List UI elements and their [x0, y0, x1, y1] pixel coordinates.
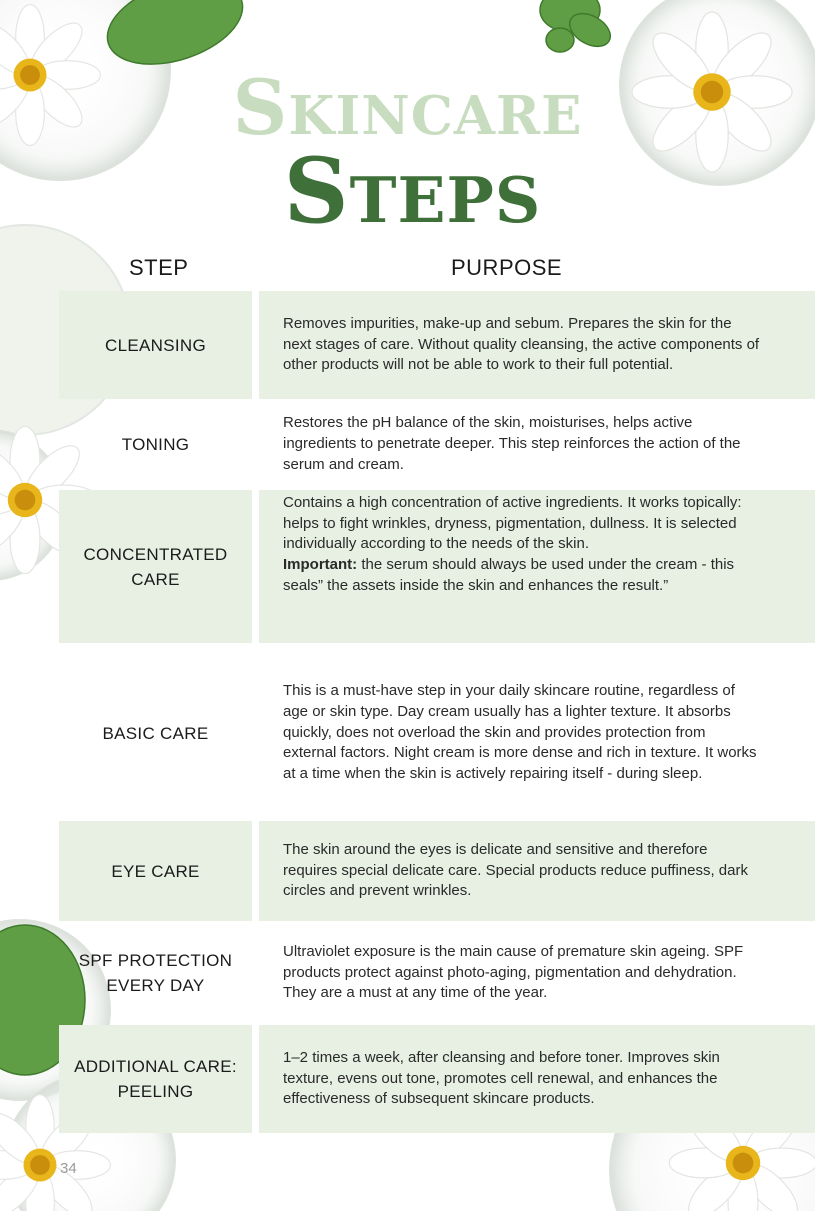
purpose-cell — [259, 662, 815, 804]
table-row — [59, 490, 815, 643]
purpose-cell — [259, 821, 815, 921]
purpose-cell — [259, 923, 815, 1023]
header-step: STEP — [129, 255, 189, 280]
purpose-cell — [259, 1025, 815, 1133]
purpose-text: The skin around the eyes is delicate and sensitive and therefore requires special delicate care. Special products reduce puffiness, dark circles and prevent wrinkles. — [283, 840, 748, 900]
purpose-text-block — [283, 493, 761, 597]
page-number: 34 — [60, 1160, 77, 1177]
step-label: CONCENTRATED CARE — [59, 490, 252, 643]
step-label: CLEANSING — [59, 291, 252, 399]
purpose-cell — [259, 291, 815, 399]
table-row — [59, 923, 815, 1023]
purpose-text: This is a must-have step in your daily skincare routine, regardless of age or skin type. Day cream usually has a lighter texture. It absorbs quickly, does not overload the skin and provides protection from external factors. Night cream is more dense and rich in texture. It works at a time when the skin is actively repairing itself - during sleep. — [283, 682, 757, 783]
title-line-2: Steps — [283, 138, 542, 244]
table-row — [59, 401, 815, 488]
step-label: ADDITIONAL CARE: PEELING — [59, 1025, 252, 1133]
purpose-text: Ultraviolet exposure is the main cause of premature skin ageing. SPF products protect against photo-aging, pigmentation and dehydration. They are a must at any time of the year. — [283, 942, 744, 1002]
purpose-text: Contains a high concentration of active ingredients. It works topically: helps to fight wrinkles, dryness, pigmentation, dullness. It is selected individually according to the needs of the skin. — [283, 494, 742, 553]
table-row — [59, 821, 815, 921]
step-label: BASIC CARE — [102, 723, 209, 743]
table-row — [59, 291, 815, 399]
purpose-text: Restores the pH balance of the skin, moisturises, helps active ingredients to penetrate deeper. This step reinforces the action of the serum and cream. — [283, 414, 741, 473]
purpose-cell — [259, 401, 815, 488]
note-text: the serum should always be used under the cream - this seals” the assets inside the skin and enhances the result.” — [283, 556, 735, 594]
purpose-text: Removes impurities, make-up and sebum. Prepares the skin for the next stages of care. Without quality cleansing, the active components of other products will not be able to work to their full potential. — [283, 314, 760, 374]
step-label: SPF PROTECTION EVERY DAY — [78, 951, 233, 995]
table-row — [59, 1025, 815, 1133]
purpose-note — [283, 555, 761, 596]
step-label: TONING — [121, 435, 190, 454]
purpose-text: 1–2 times a week, after cleansing and before toner. Improves skin texture, evens out tone, promotes cell renewal, and enhances the effectiveness of subsequent skincare products. — [283, 1048, 720, 1108]
note-label: Important: — [283, 556, 358, 574]
header-purpose: PURPOSE — [451, 255, 563, 280]
step-label: EYE CARE — [59, 821, 252, 921]
purpose-cell — [259, 490, 815, 643]
title-line-1: Skincare — [232, 63, 583, 152]
table-row — [59, 662, 815, 804]
